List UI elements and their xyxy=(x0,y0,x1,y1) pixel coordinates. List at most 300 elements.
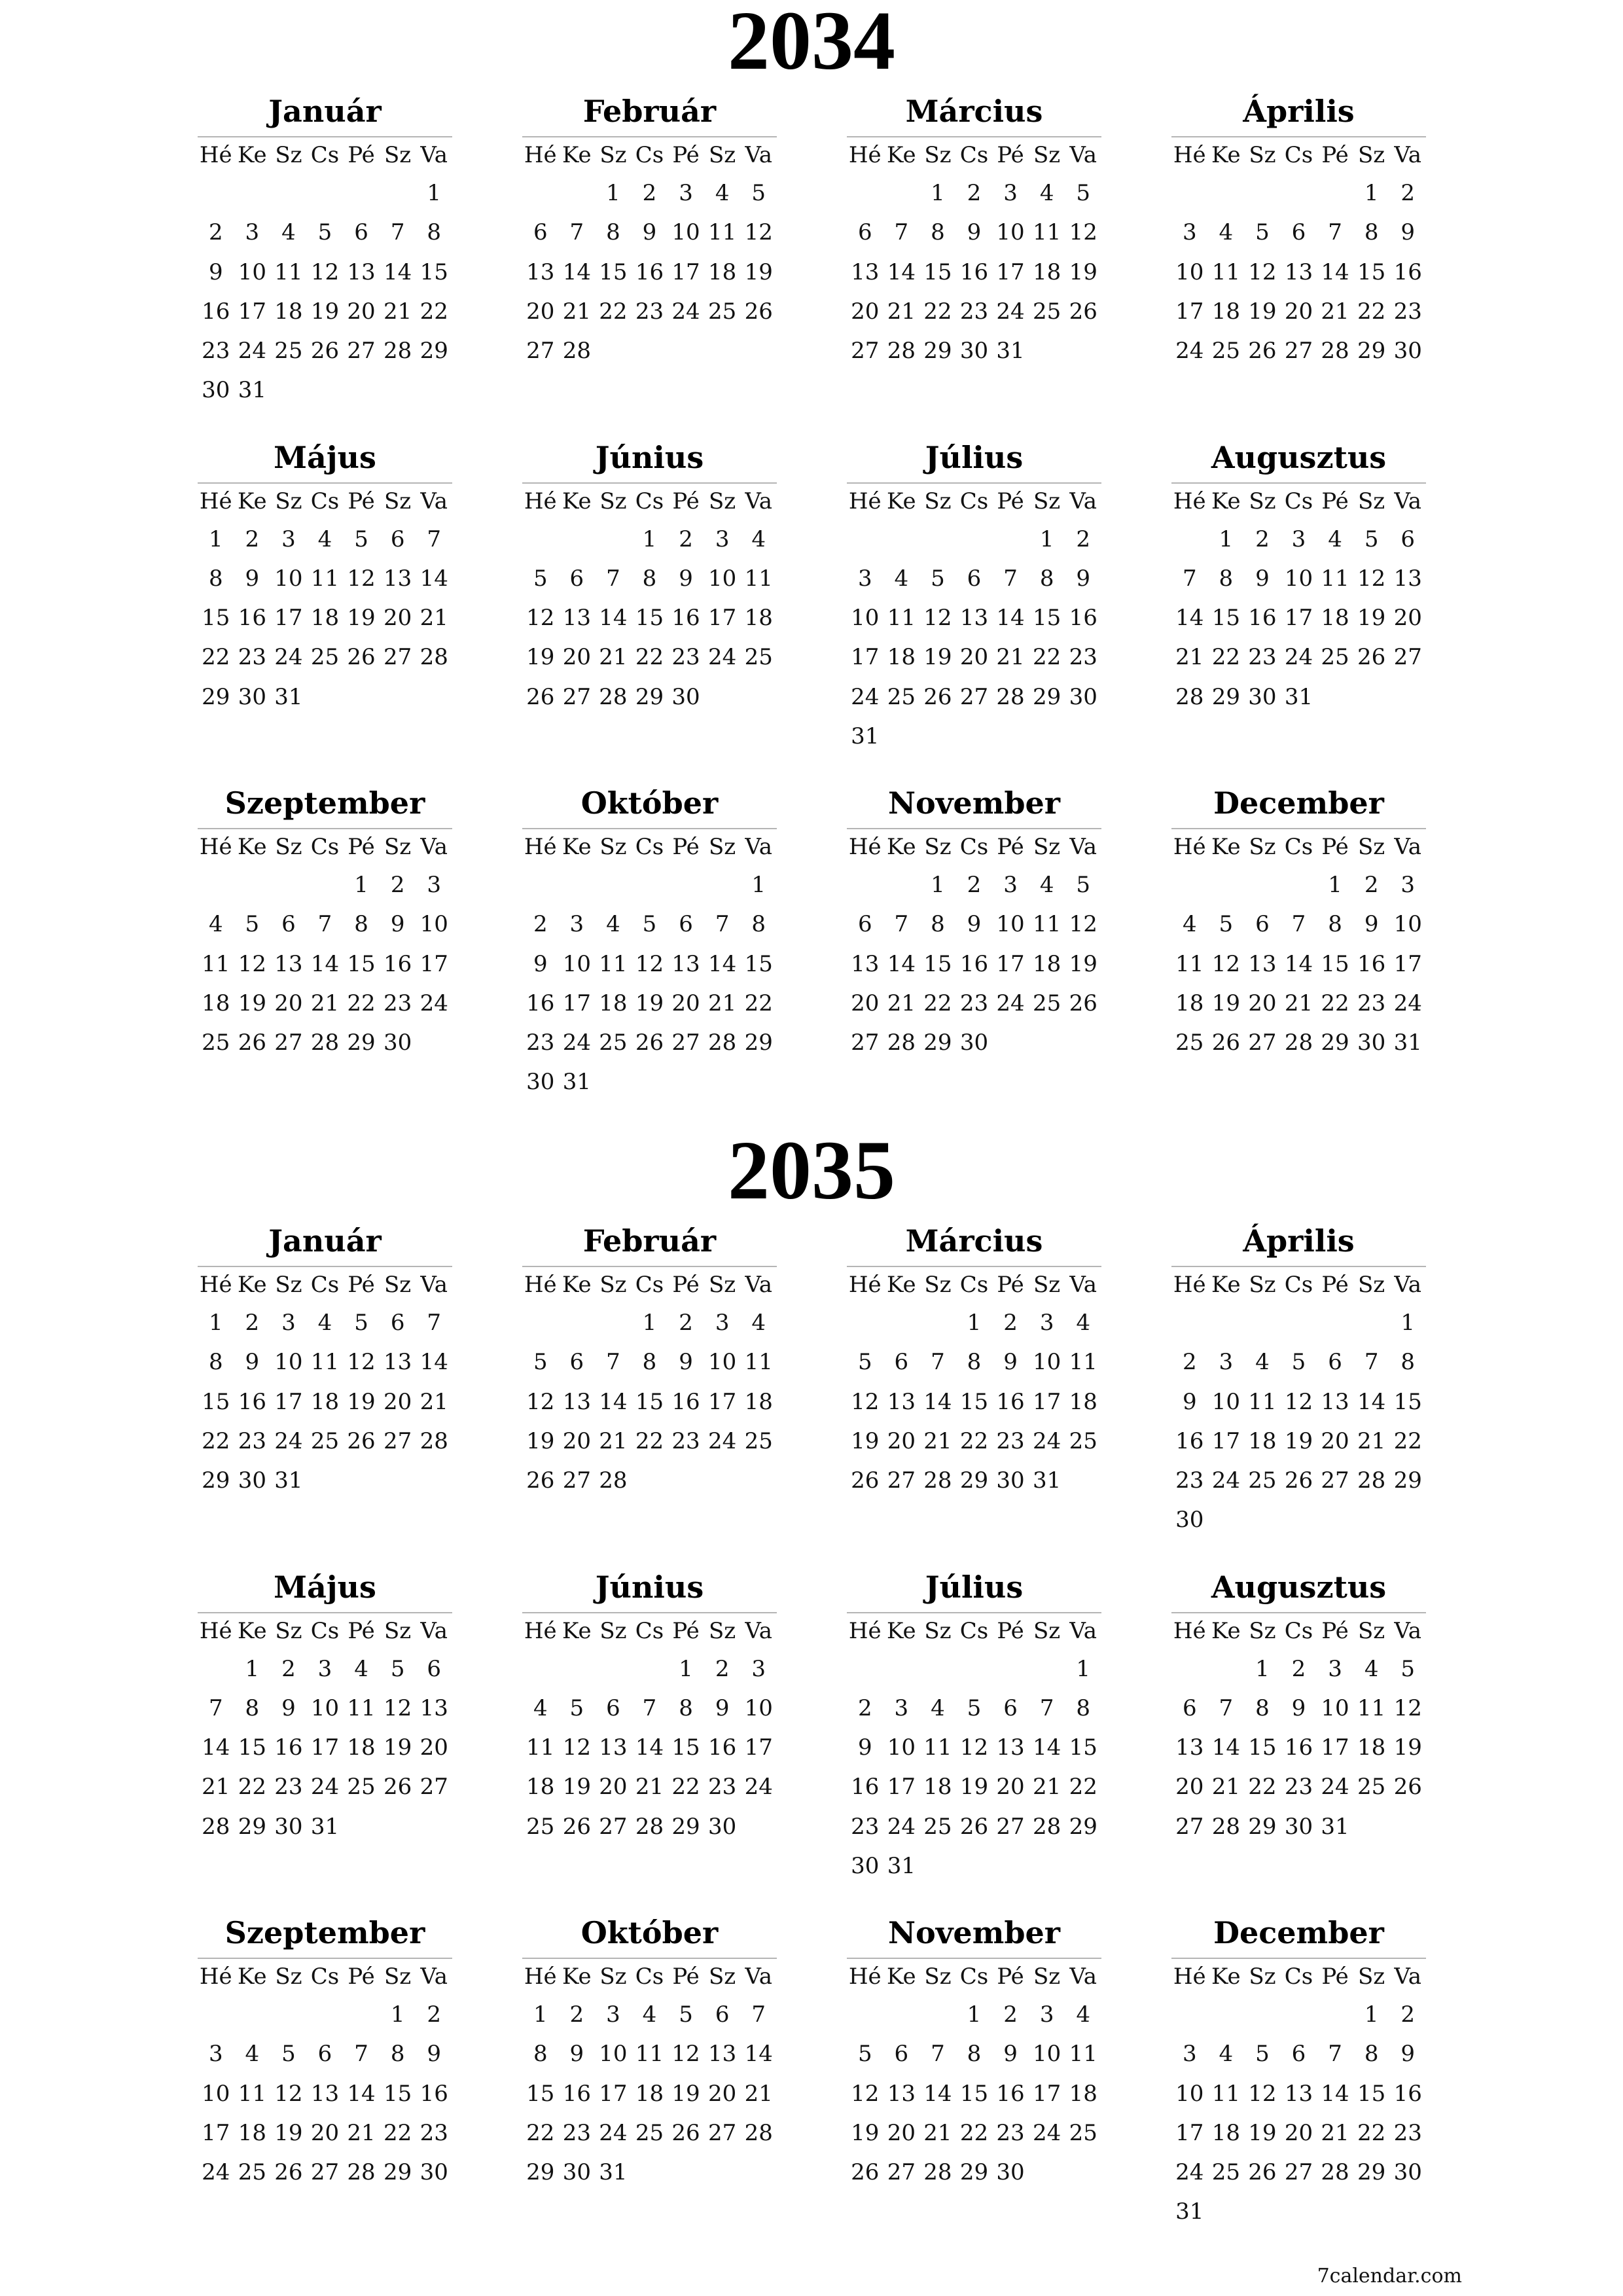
day-cell: 25 xyxy=(923,1813,952,1840)
day-cell: 11 xyxy=(310,565,340,592)
day-cell: 4 xyxy=(1039,180,1054,206)
weekday-label: Sz xyxy=(1033,488,1061,514)
weekday-label: Sz xyxy=(1358,488,1385,514)
empty-day-cell xyxy=(1171,1649,1208,1689)
day-cell: 17 xyxy=(671,259,700,285)
day-cell: 12 xyxy=(1248,2080,1277,2107)
day-cell: 31 xyxy=(1393,1030,1422,1056)
month-calendar xyxy=(198,1221,452,1568)
day-cell: 24 xyxy=(887,1813,916,1840)
day-cell: 29 xyxy=(635,683,664,710)
day-cell: 7 xyxy=(1182,565,1197,592)
day-cell: 26 xyxy=(1248,2159,1277,2186)
day-cell: 16 xyxy=(851,1774,880,1801)
empty-day-cell xyxy=(307,677,344,717)
empty-day-cell xyxy=(956,717,993,756)
weekday-label: Va xyxy=(745,1964,773,1990)
day-cell: 18 xyxy=(202,990,230,1016)
day-cell: 4 xyxy=(354,1655,368,1682)
weekday-label: Va xyxy=(1069,1964,1097,1990)
day-cell: 20 xyxy=(310,2119,340,2146)
day-cell: 19 xyxy=(959,1774,989,1801)
weekday-label: Pé xyxy=(1321,834,1349,860)
weekday-label: Va xyxy=(745,834,773,860)
day-cell: 31 xyxy=(1284,683,1313,710)
day-cell: 14 xyxy=(599,605,628,632)
week-row xyxy=(198,677,452,717)
day-cell: 21 xyxy=(347,2119,376,2146)
weekday-label: Hé xyxy=(524,834,557,860)
day-cell: 6 xyxy=(533,219,548,246)
weekday-header xyxy=(1171,1959,1426,1995)
day-cell: 8 xyxy=(967,2041,982,2068)
day-cell: 16 xyxy=(1357,950,1386,977)
day-cell: 6 xyxy=(1182,1695,1197,1721)
week-row xyxy=(847,598,1101,637)
week-row xyxy=(1171,1303,1426,1342)
day-cell: 9 xyxy=(245,1349,260,1376)
day-cell: 17 xyxy=(274,605,303,632)
week-row xyxy=(522,213,777,252)
day-cell: 11 xyxy=(1211,2080,1240,2107)
day-cell: 28 xyxy=(996,683,1025,710)
day-cell: 3 xyxy=(606,2001,620,2028)
day-cell: 6 xyxy=(1291,2041,1306,2068)
week-row xyxy=(1171,1422,1426,1461)
day-cell: 22 xyxy=(923,990,952,1016)
weekday-label: Sz xyxy=(599,1964,627,1990)
empty-day-cell xyxy=(704,331,741,370)
day-cell: 27 xyxy=(419,1774,448,1801)
weekday-label: Ke xyxy=(887,488,916,514)
day-cell: 21 xyxy=(599,644,628,671)
day-cell: 23 xyxy=(851,1813,880,1840)
day-cell: 2 xyxy=(715,1655,730,1682)
day-cell: 25 xyxy=(744,644,773,671)
weekday-label: Ke xyxy=(887,142,916,168)
day-cell: 5 xyxy=(1219,911,1234,938)
empty-day-cell xyxy=(1389,677,1426,717)
empty-day-cell xyxy=(956,520,993,559)
weekday-label: Sz xyxy=(709,1617,736,1644)
week-row xyxy=(522,331,777,370)
day-cell: 22 xyxy=(202,1427,230,1454)
day-cell: 18 xyxy=(923,1774,952,1801)
day-cell: 15 xyxy=(238,1734,266,1761)
day-cell: 6 xyxy=(1328,1349,1342,1376)
month-calendar xyxy=(522,1568,777,1914)
weekday-label: Ke xyxy=(562,1964,592,1990)
day-cell: 16 xyxy=(238,605,266,632)
day-cell: 6 xyxy=(715,2001,730,2028)
day-cell: 15 xyxy=(202,605,230,632)
day-cell: 13 xyxy=(671,950,700,977)
empty-day-cell xyxy=(1029,717,1065,756)
month-calendar xyxy=(522,783,777,1130)
empty-day-cell xyxy=(307,173,344,213)
empty-day-cell xyxy=(883,865,920,905)
weekday-label: Pé xyxy=(997,834,1024,860)
day-cell: 11 xyxy=(1069,2041,1097,2068)
weekday-label: Cs xyxy=(635,834,664,860)
week-row xyxy=(522,1807,777,1846)
weekday-label: Cs xyxy=(1284,1964,1313,1990)
empty-day-cell xyxy=(1281,865,1317,905)
empty-day-cell xyxy=(559,865,596,905)
day-cell: 18 xyxy=(1175,990,1204,1016)
empty-day-cell xyxy=(343,1995,380,2034)
day-cell: 29 xyxy=(959,2159,989,2186)
weekday-label: Cs xyxy=(310,834,340,860)
day-cell: 7 xyxy=(606,565,620,592)
empty-day-cell xyxy=(992,1649,1029,1689)
weekday-label: Pé xyxy=(1321,142,1349,168)
day-cell: 19 xyxy=(274,2119,303,2146)
day-cell: 26 xyxy=(671,2119,700,2146)
empty-day-cell xyxy=(595,1649,632,1689)
day-cell: 23 xyxy=(526,1030,555,1056)
day-cell: 2 xyxy=(642,180,657,206)
day-cell: 12 xyxy=(310,259,340,285)
day-cell: 3 xyxy=(245,219,260,246)
weekday-label: Hé xyxy=(1173,1272,1206,1298)
weekday-label: Cs xyxy=(1284,488,1313,514)
day-cell: 13 xyxy=(1284,259,1313,285)
weekday-label: Hé xyxy=(1173,1617,1206,1644)
day-cell: 17 xyxy=(1175,298,1204,325)
empty-day-cell xyxy=(740,677,777,717)
day-cell: 26 xyxy=(851,2159,880,2186)
weekday-label: Sz xyxy=(599,488,627,514)
day-cell: 4 xyxy=(751,1310,766,1336)
weekday-label: Ke xyxy=(562,834,592,860)
weekday-label: Cs xyxy=(310,488,340,514)
day-cell: 23 xyxy=(1248,644,1277,671)
weekday-label: Pé xyxy=(997,1272,1024,1298)
day-cell: 31 xyxy=(599,2159,628,2186)
month-calendar xyxy=(847,783,1101,1130)
empty-day-cell xyxy=(416,1023,452,1062)
empty-day-cell xyxy=(522,865,559,905)
weekday-label: Ke xyxy=(562,142,592,168)
weekday-label: Cs xyxy=(635,488,664,514)
day-cell: 20 xyxy=(274,990,303,1016)
week-row xyxy=(198,292,452,331)
day-cell: 21 xyxy=(1033,1774,1061,1801)
footer-website: 7calendar.com xyxy=(1317,2265,1462,2287)
day-cell: 16 xyxy=(959,259,989,285)
day-cell: 25 xyxy=(526,1813,555,1840)
day-cell: 10 xyxy=(851,605,880,632)
day-cell: 19 xyxy=(923,644,952,671)
day-cell: 30 xyxy=(1357,1030,1386,1056)
day-cell: 25 xyxy=(1211,338,1240,365)
weekday-label: Sz xyxy=(1358,1964,1385,1990)
weekday-label: Cs xyxy=(1284,834,1313,860)
empty-day-cell xyxy=(522,1649,559,1689)
day-cell: 28 xyxy=(202,1813,230,1840)
empty-day-cell xyxy=(559,173,596,213)
week-row xyxy=(522,2074,777,2113)
weekday-label: Va xyxy=(1069,1272,1097,1298)
day-cell: 3 xyxy=(1039,1310,1054,1336)
day-cell: 30 xyxy=(959,1030,989,1056)
day-cell: 9 xyxy=(967,219,982,246)
day-cell: 15 xyxy=(959,1388,989,1415)
day-cell: 9 xyxy=(1364,911,1379,938)
day-cell: 18 xyxy=(1033,259,1061,285)
day-cell: 31 xyxy=(851,723,880,749)
weekday-label: Va xyxy=(1394,834,1422,860)
day-cell: 4 xyxy=(281,219,296,246)
weekday-label: Sz xyxy=(1249,142,1276,168)
weekday-label: Va xyxy=(1069,1617,1097,1644)
day-cell: 10 xyxy=(1393,911,1422,938)
day-cell: 1 xyxy=(1219,526,1234,552)
day-cell: 30 xyxy=(383,1030,412,1056)
week-row xyxy=(522,2153,777,2192)
day-cell: 11 xyxy=(526,1734,555,1761)
weekday-label: Sz xyxy=(1249,1272,1276,1298)
weekday-label: Hé xyxy=(1173,1964,1206,1990)
day-cell: 9 xyxy=(1291,1695,1306,1721)
day-cell: 30 xyxy=(1393,338,1422,365)
day-cell: 24 xyxy=(1175,2159,1204,2186)
day-cell: 13 xyxy=(599,1734,628,1761)
day-cell: 29 xyxy=(419,338,448,365)
day-cell: 13 xyxy=(1248,950,1277,977)
day-cell: 6 xyxy=(569,1349,584,1376)
day-cell: 22 xyxy=(347,990,376,1016)
day-cell: 21 xyxy=(923,1427,952,1454)
day-cell: 4 xyxy=(1255,1349,1270,1376)
month-name: Február xyxy=(582,1223,717,1259)
day-cell: 19 xyxy=(1211,990,1240,1016)
empty-day-cell xyxy=(595,331,632,370)
day-cell: 10 xyxy=(887,1734,916,1761)
day-cell: 11 xyxy=(347,1695,376,1721)
empty-day-cell xyxy=(1244,1995,1281,2034)
week-row xyxy=(522,520,777,559)
day-cell: 20 xyxy=(887,2119,916,2146)
day-cell: 31 xyxy=(310,1813,340,1840)
day-cell: 11 xyxy=(274,259,303,285)
day-cell: 14 xyxy=(1211,1734,1240,1761)
month-name: Augusztus xyxy=(1211,1569,1387,1605)
day-cell: 7 xyxy=(642,1695,657,1721)
day-cell: 27 xyxy=(599,1813,628,1840)
day-cell: 27 xyxy=(959,683,989,710)
weekday-label: Hé xyxy=(524,1617,557,1644)
day-cell: 22 xyxy=(202,644,230,671)
empty-day-cell xyxy=(1208,1303,1245,1342)
day-cell: 22 xyxy=(923,298,952,325)
month-calendar xyxy=(1171,1568,1426,1914)
day-cell: 10 xyxy=(599,2041,628,2068)
day-cell: 7 xyxy=(390,219,405,246)
week-row xyxy=(847,944,1101,984)
day-cell: 3 xyxy=(1003,872,1018,898)
weekday-label: Hé xyxy=(848,1272,882,1298)
day-cell: 17 xyxy=(1033,1388,1061,1415)
weekday-label: Sz xyxy=(1358,1617,1385,1644)
day-cell: 2 xyxy=(245,1310,260,1336)
day-cell: 20 xyxy=(887,1427,916,1454)
week-row xyxy=(522,865,777,905)
weekday-label: Pé xyxy=(1321,1964,1349,1990)
day-cell: 21 xyxy=(562,298,591,325)
day-cell: 17 xyxy=(1211,1427,1240,1454)
day-cell: 12 xyxy=(923,605,952,632)
empty-day-cell xyxy=(1029,1649,1065,1689)
weekday-label: Sz xyxy=(599,834,627,860)
day-cell: 19 xyxy=(347,1388,376,1415)
weekday-label: Sz xyxy=(1249,488,1276,514)
day-cell: 25 xyxy=(274,338,303,365)
weekday-label: Sz xyxy=(1033,834,1061,860)
weekday-label: Ke xyxy=(238,142,267,168)
empty-day-cell xyxy=(595,865,632,905)
day-cell: 1 xyxy=(1255,1655,1270,1682)
day-cell: 9 xyxy=(1182,1388,1197,1415)
week-row xyxy=(847,1995,1101,2034)
day-cell: 10 xyxy=(671,219,700,246)
weekday-label: Sz xyxy=(599,142,627,168)
year-title: 2035 xyxy=(728,1124,895,1217)
empty-day-cell xyxy=(307,1995,344,2034)
day-cell: 1 xyxy=(390,2001,405,2028)
day-cell: 18 xyxy=(347,1734,376,1761)
day-cell: 24 xyxy=(274,644,303,671)
day-cell: 8 xyxy=(751,911,766,938)
day-cell: 30 xyxy=(202,377,230,404)
day-cell: 27 xyxy=(274,1030,303,1056)
day-cell: 22 xyxy=(635,644,664,671)
day-cell: 17 xyxy=(1284,605,1313,632)
day-cell: 3 xyxy=(1328,1655,1342,1682)
day-cell: 6 xyxy=(427,1655,442,1682)
weekday-label: Sz xyxy=(1033,142,1061,168)
day-cell: 3 xyxy=(1219,1349,1234,1376)
day-cell: 9 xyxy=(1400,2041,1416,2068)
day-cell: 9 xyxy=(281,1695,296,1721)
weekday-label: Pé xyxy=(348,1617,375,1644)
empty-day-cell xyxy=(847,865,883,905)
day-cell: 20 xyxy=(1393,605,1422,632)
week-row xyxy=(198,173,452,213)
week-row xyxy=(522,2113,777,2153)
week-row xyxy=(847,1342,1101,1382)
day-cell: 26 xyxy=(526,683,555,710)
weekday-label: Sz xyxy=(275,834,302,860)
empty-day-cell xyxy=(270,173,307,213)
empty-day-cell xyxy=(1065,331,1101,370)
day-cell: 25 xyxy=(1321,644,1349,671)
day-cell: 16 xyxy=(671,605,700,632)
day-cell: 14 xyxy=(1321,259,1349,285)
week-row xyxy=(847,2074,1101,2113)
day-cell: 25 xyxy=(347,1774,376,1801)
day-cell: 24 xyxy=(1033,1427,1061,1454)
weekday-label: Ke xyxy=(887,1617,916,1644)
day-cell: 17 xyxy=(238,298,266,325)
weekday-label: Cs xyxy=(959,1617,989,1644)
day-cell: 18 xyxy=(1321,605,1349,632)
day-cell: 16 xyxy=(562,2080,591,2107)
day-cell: 28 xyxy=(347,2159,376,2186)
day-cell: 24 xyxy=(1211,1467,1240,1494)
weekday-header xyxy=(522,137,777,173)
day-cell: 10 xyxy=(419,911,448,938)
day-cell: 21 xyxy=(1321,2119,1349,2146)
empty-day-cell xyxy=(1244,865,1281,905)
day-cell: 28 xyxy=(599,1467,628,1494)
day-cell: 1 xyxy=(1364,2001,1379,2028)
empty-day-cell xyxy=(704,2153,741,2192)
week-row xyxy=(198,1342,452,1382)
month-name: Március xyxy=(905,1223,1043,1259)
empty-day-cell xyxy=(270,1995,307,2034)
weekday-label: Va xyxy=(420,1964,448,1990)
day-cell: 23 xyxy=(708,1774,737,1801)
weekday-label: Hé xyxy=(848,1617,882,1644)
day-cell: 30 xyxy=(274,1813,303,1840)
empty-day-cell xyxy=(234,865,271,905)
day-cell: 16 xyxy=(671,1388,700,1415)
week-row xyxy=(198,559,452,598)
empty-day-cell xyxy=(1281,1995,1317,2034)
day-cell: 14 xyxy=(1357,1388,1386,1415)
day-cell: 23 xyxy=(635,298,664,325)
week-row xyxy=(1171,2034,1426,2073)
day-cell: 23 xyxy=(1069,644,1097,671)
empty-day-cell xyxy=(668,1062,704,1102)
week-row xyxy=(1171,2113,1426,2153)
day-cell: 15 xyxy=(1033,605,1061,632)
day-cell: 22 xyxy=(383,2119,412,2146)
week-row xyxy=(847,1303,1101,1342)
day-cell: 14 xyxy=(887,950,916,977)
week-row xyxy=(198,1728,452,1767)
weekday-label: Ke xyxy=(238,488,267,514)
day-cell: 25 xyxy=(1211,2159,1240,2186)
empty-day-cell xyxy=(919,1303,956,1342)
week-row xyxy=(847,905,1101,944)
day-cell: 6 xyxy=(317,2041,332,2068)
day-cell: 27 xyxy=(887,1467,916,1494)
day-cell: 12 xyxy=(238,950,266,977)
weekday-label: Hé xyxy=(199,1617,232,1644)
day-cell: 6 xyxy=(894,2041,909,2068)
week-row xyxy=(522,1422,777,1461)
week-row xyxy=(1171,1649,1426,1689)
week-row xyxy=(1171,1995,1426,2034)
day-cell: 14 xyxy=(1321,2080,1349,2107)
week-row xyxy=(847,717,1101,756)
day-cell: 27 xyxy=(708,2119,737,2146)
day-cell: 21 xyxy=(310,990,340,1016)
day-cell: 28 xyxy=(1321,2159,1349,2186)
day-cell: 11 xyxy=(708,219,737,246)
day-cell: 5 xyxy=(931,565,945,592)
day-cell: 23 xyxy=(1284,1774,1313,1801)
day-cell: 12 xyxy=(1248,259,1277,285)
empty-day-cell xyxy=(919,1846,956,1886)
month-name: December xyxy=(1213,1915,1384,1950)
day-cell: 20 xyxy=(851,298,880,325)
day-cell: 22 xyxy=(959,2119,989,2146)
day-cell: 26 xyxy=(1357,644,1386,671)
